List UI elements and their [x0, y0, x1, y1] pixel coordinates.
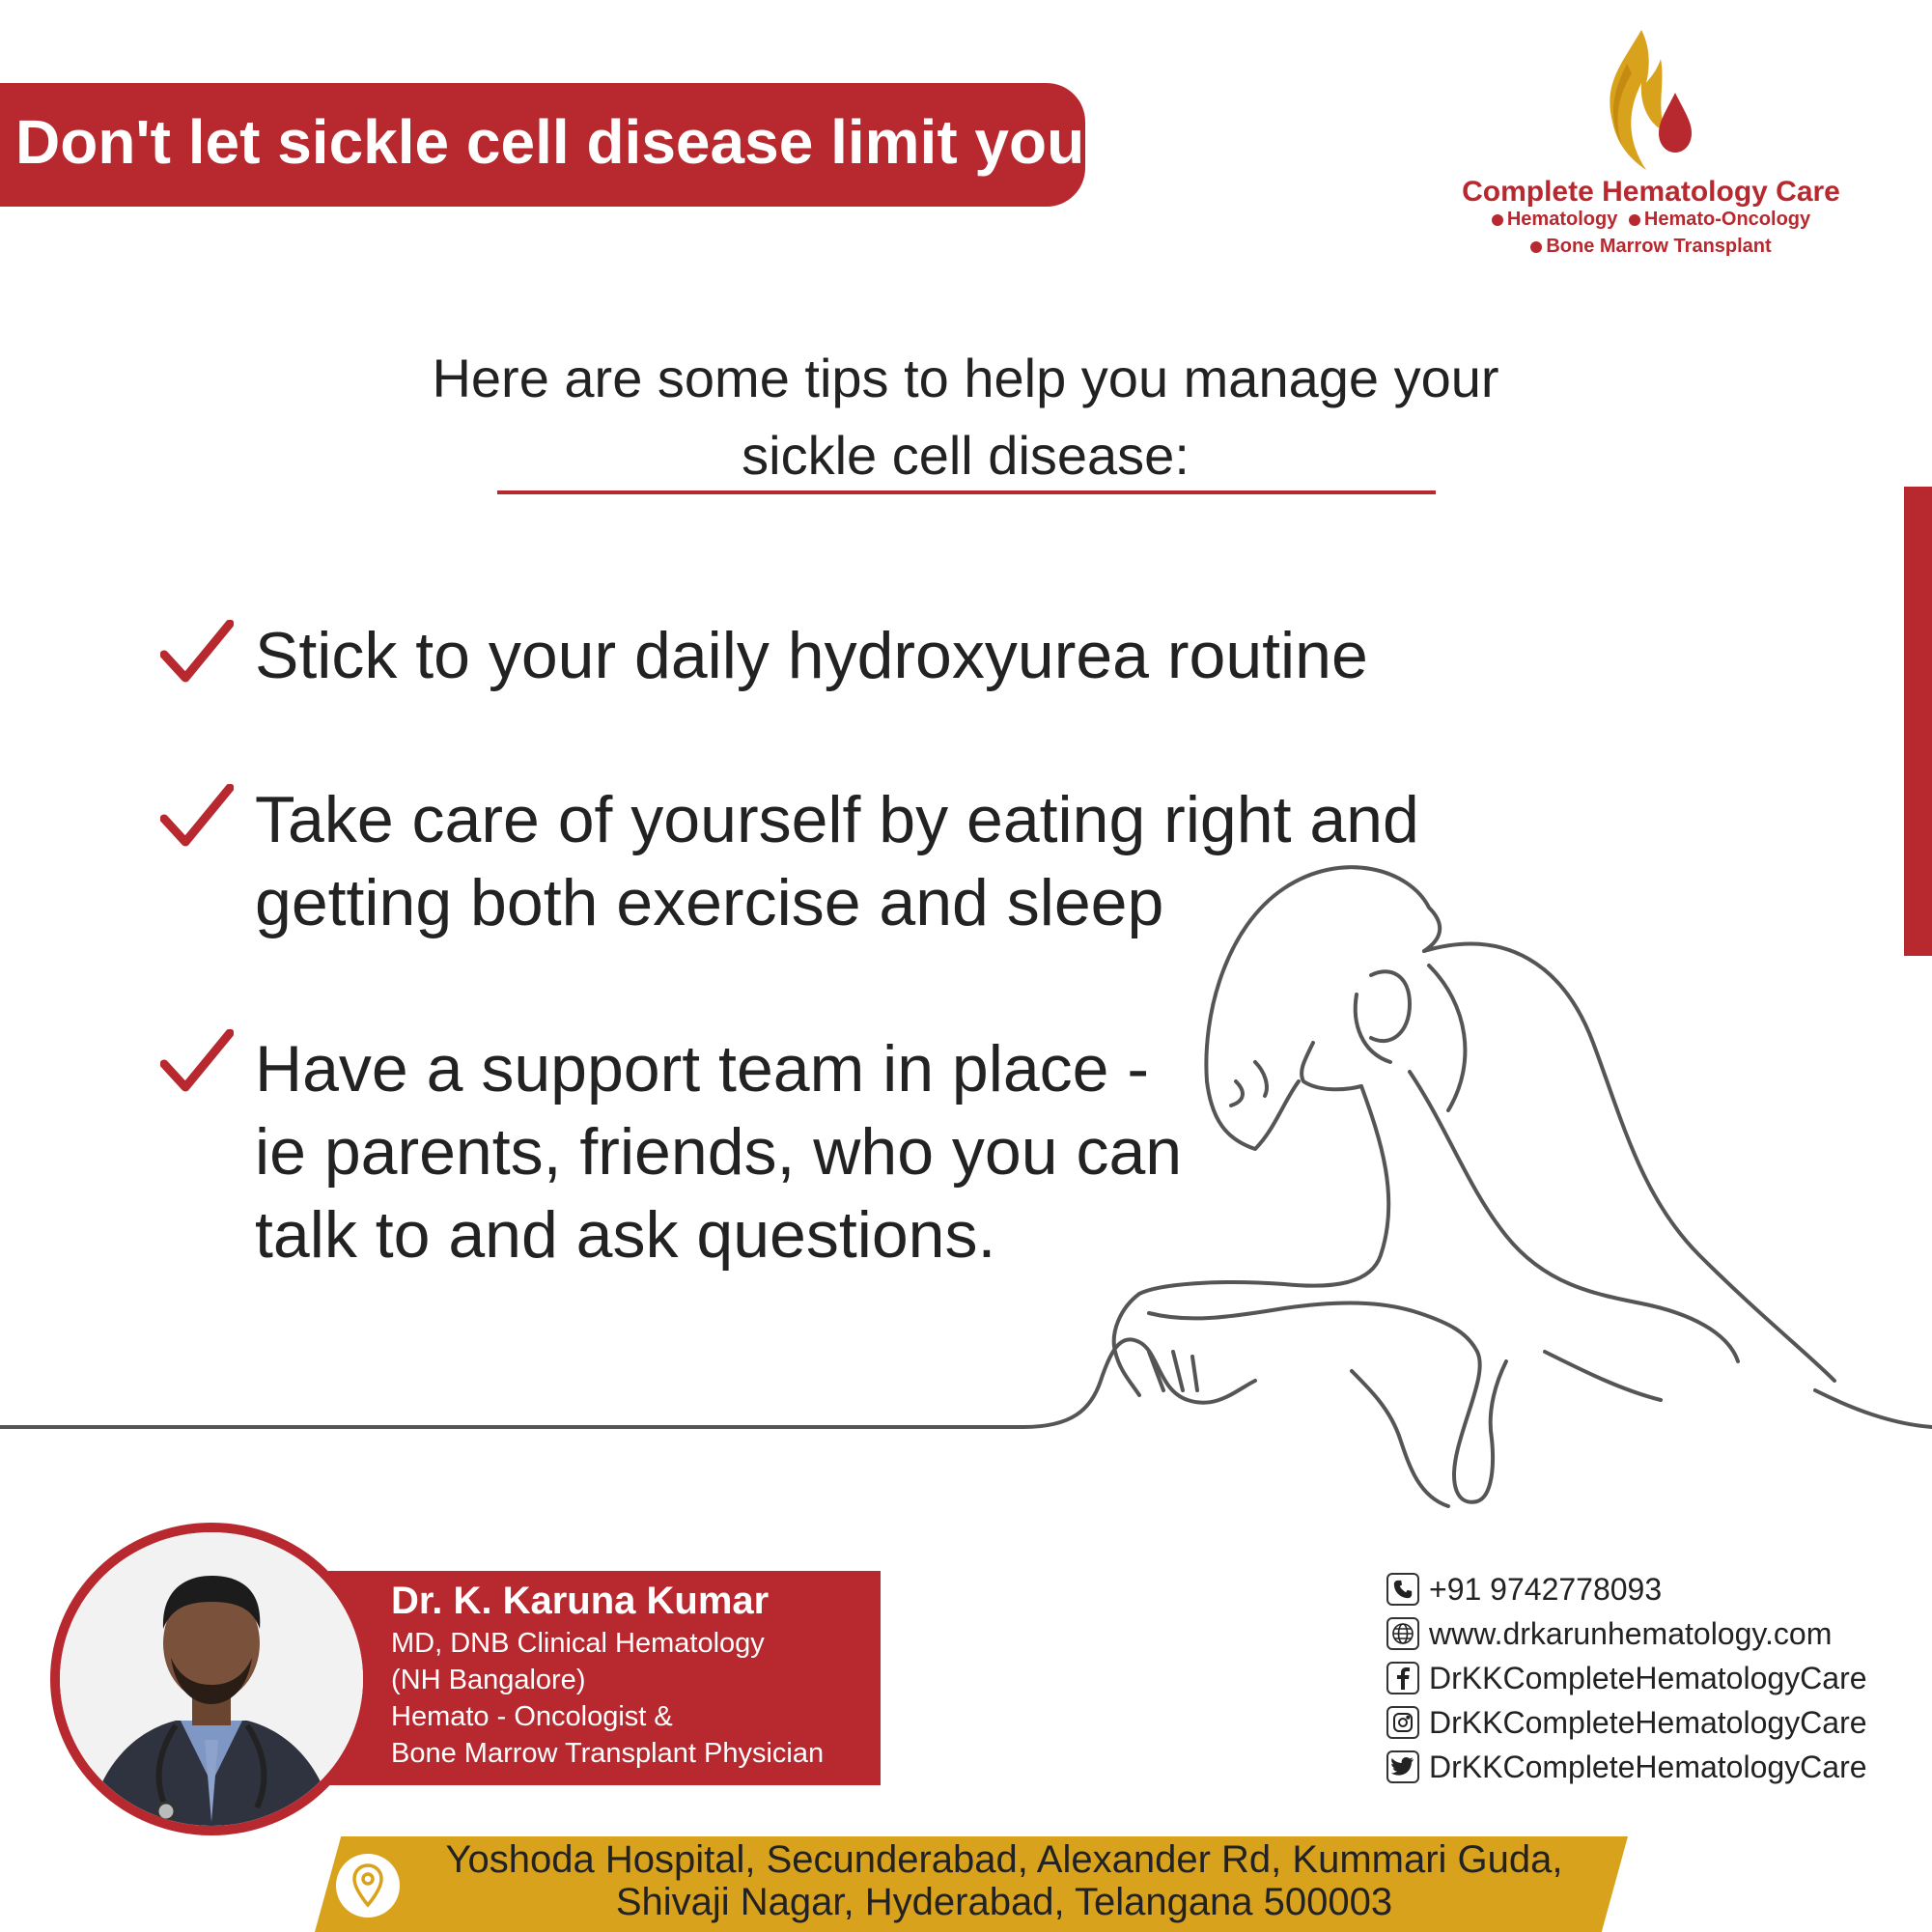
doctor-credential: MD, DNB Clinical Hematology [391, 1628, 765, 1659]
facebook-icon [1386, 1662, 1419, 1694]
checkmark-icon [160, 784, 234, 848]
page-title: Don't let sickle cell disease limit you. [15, 107, 1102, 177]
flame-drop-logo-icon [1574, 25, 1709, 180]
bullet-dot-icon [1629, 214, 1640, 226]
brand-service: Bone Marrow Transplant [1546, 236, 1772, 257]
contact-twitter[interactable] [1386, 1748, 1867, 1786]
intro-line: Here are some tips to help you manage your [432, 348, 1499, 408]
contact-phone[interactable] [1386, 1570, 1662, 1609]
website-link[interactable]: www.drkarunhematology.com [1429, 1615, 1833, 1651]
tip-item [255, 778, 1419, 944]
facebook-handle[interactable]: DrKKCompleteHematologyCare [1429, 1660, 1867, 1695]
phone-number: +91 9742778093 [1429, 1571, 1663, 1607]
doctor-credential: Bone Marrow Transplant Physician [391, 1738, 825, 1769]
tip-item [255, 1027, 1182, 1276]
address-text [415, 1838, 1593, 1923]
twitter-handle[interactable]: DrKKCompleteHematologyCare [1429, 1749, 1867, 1784]
tip-line: ie parents, friends, who you can [255, 1115, 1183, 1189]
twitter-icon [1386, 1750, 1419, 1783]
avatar [60, 1532, 363, 1826]
doctor-credential: (NH Bangalore) [391, 1665, 586, 1695]
contact-facebook[interactable] [1386, 1659, 1867, 1697]
brand-service: Hematology [1506, 209, 1618, 230]
address-line: Shivaji Nagar, Hyderabad, Telangana 500003 [615, 1881, 1393, 1923]
brand-services-line2 [1429, 236, 1873, 258]
intro-text [367, 340, 1564, 494]
bullet-dot-icon [1530, 241, 1542, 253]
tip-line: Stick to your daily hydroxyurea routine [255, 619, 1368, 692]
instagram-icon [1386, 1706, 1419, 1739]
tip-line: talk to and ask questions. [255, 1198, 996, 1272]
tip-line: getting both exercise and sleep [255, 866, 1164, 939]
intro-underline [497, 490, 1436, 494]
contact-website[interactable] [1386, 1614, 1832, 1653]
doctor-credential: Hemato - Oncologist & [391, 1701, 673, 1732]
address-line: Yoshoda Hospital, Secunderabad, Alexander Rd, Kummari Guda, [445, 1838, 1563, 1881]
tip-line: Have a support team in place - [255, 1032, 1150, 1106]
location-pin-icon [336, 1854, 400, 1918]
checkmark-icon [160, 620, 234, 684]
doctor-name: Dr. K. Karuna Kumar [391, 1580, 770, 1622]
globe-icon [1386, 1617, 1419, 1650]
checkmark-icon [160, 1029, 234, 1093]
bullet-dot-icon [1492, 214, 1503, 226]
instagram-handle[interactable]: DrKKCompleteHematologyCare [1429, 1704, 1867, 1740]
intro-line: sickle cell disease: [742, 425, 1190, 486]
brand-services-line1 [1429, 209, 1873, 231]
phone-icon [1386, 1573, 1419, 1606]
tip-item [255, 614, 1368, 697]
tip-line: Take care of yourself by eating right and [255, 783, 1419, 856]
brand-name: Complete Hematology Care [1462, 176, 1840, 208]
doctor-portrait-icon [60, 1532, 363, 1826]
contact-instagram[interactable] [1386, 1703, 1867, 1742]
brand-service: Hemato-Oncology [1643, 209, 1811, 230]
